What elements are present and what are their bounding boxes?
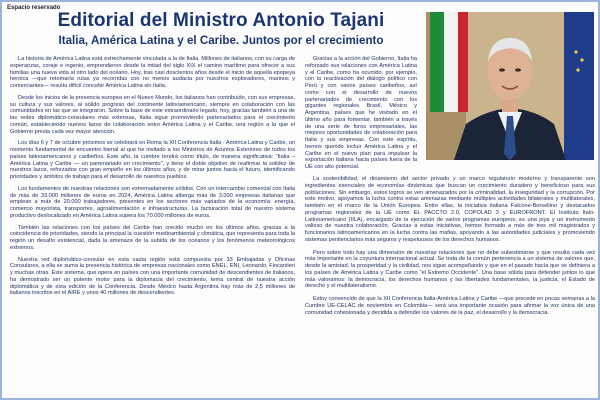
header bbox=[22, 10, 420, 48]
paragraph: También las relaciones con los países del Caribe han crecido mucho en los últimos años, gracias a la coincidencia de prioridades, siendo la principal la cuestión medioambiental y climática, que representa para toda la región un desafío existencial, dada la amenaza de la subida de los océanos y los fenómenos meteorológicos extremos. bbox=[10, 224, 295, 251]
page-title: Editorial del Ministro Antonio Tajani bbox=[57, 10, 385, 31]
left-column bbox=[10, 56, 295, 302]
bottom-column bbox=[305, 176, 595, 322]
ad-label: Espacio reservado bbox=[7, 5, 61, 11]
paragraph: Desde los inicios de la presencia europea en el Nuevo Mundo, los italianos han contribuido, con sus empresas, su cultura y sus valores, al sólido progreso del continente latinoamericano, siempre en colaboración con las comunidades en las que se integraron. Sobre la base de este extraordinario legado, hoy, gracias también a una de las redes diplomático-consulares más extensas, Italia sigue promoviendo partenariados para el crecimiento común, estableciendo nuevos lazos de colaboración entre América Latina y el Caribe, una región a la que el Gobierno presta cada vez mayor atención. bbox=[10, 94, 295, 135]
paragraph: Nuestra red diplomático-consular en esta vasta región está compuesta por 33 Embajadas y Oficinas Consulares, a ella se suma la presencia histórica de empresas nacionales como ENEL, ENI, Leonardo, Fincantieri y muchas otras. Este sistema, que opera en países con una importante comunidad de descendientes de italianos, ha demostrado ser un potente motor para la diplomacia del crecimiento, tema central de nuestra acción diplomática y de esta edición de la Conferencia. Desde México hasta Argentina hay más de 2,5 millones de italianos inscritos en el AIRE y unos 40 millones de descendientes. bbox=[10, 256, 295, 297]
portrait-image bbox=[426, 12, 594, 160]
page-subtitle: Italia, América Latina y el Caribe. Juntos por el crecimiento bbox=[58, 34, 384, 47]
paragraph: La historia de América Latina está estrechamente vinculada a la de Italia. Millones de italianos, con su carga de esperanzas, coraje e ingenio, emprendieron desde la mitad del siglo XIX el camino marítimo para ofrecer a sus familias una nueva vida al otro lado del océano. Hoy, tras casi doscientos años desde el inicio de aquella epopeya heroica —que retomaría rutas ya recorridas con no menos audacia por nuestros exploradores, marinos y comerciantes— resulta difícil concebir América Latina sin Italia. bbox=[10, 56, 295, 89]
paragraph: La sostenibilidad, el dinamismo del sector privado y un marco regulatorio moderno y transparente son ingredientes esenciales de economías dinámicas que buscan un crecimiento duradero y beneficioso para sus poblaciones. Sin embargo, estos logros se ven amenazados por la criminalidad, la inseguridad y la corrupción. Por este motivo, apoyamos la lucha contra estas amenazas mediante múltiples actividades bilaterales y multilaterales, también en el marco de la Unión Europea. Entre ellas, la iniciativa italiana Falcone-Borsellino y destacados programas regionales de la UE como EL PACCTO 2.0, COPOLAD 3 y EUROFRONT. El Instituto Italo-Latinoamericano (IILA), encargado de la ejecución de varios programas europeos, es una joya y un instrumento valioso de nuestra colaboración. Gracias a estas iniciativas, hemos formado a más de tres mil magistrados y funcionarios latinoamericanos en la lucha contra las mafias, apoyando a las autoridades judiciales y promoviendo sistemas penitenciarios más seguros y respetuosos de los derechos humanos. bbox=[305, 176, 595, 243]
paragraph: Pero sobre todo hay una dimensión de nuestras relaciones que no debe subestimarse y que resulta cada vez más importante en la coyuntura internacional actual. Se trata de la común pertenencia a un sistema de valores que, desde la amistad, la prosperidad y la civilidad, nos sigue acompañando y que en el pasado hacía que se definiera a los países de América Latina y Caribe como "el Extremo Occidente". Una base sólida para defender juntos lo que más valoramos: la democracia, los derechos humanos y las libertades fundamentales, la justicia, el Estado de derecho y el multilateralismo. bbox=[305, 249, 595, 290]
paragraph: Gracias a la acción del Gobierno, Italia ha reforzado sus relaciones con América Latina y el Caribe, como ha ocurrido, por ejemplo, con la reactivación del diálogo político con Perú y con varios países caribeños, así como con el desarrollo de nuevos partenariados de crecimiento con los gigantes regionales Brasil, México y Argentina, países que he visitado en el último año para fomentar, también a través de una serie de foros empresariales, las mejores oportunidades de colaboración para Italia y sus empresas. Con este espíritu, hemos querido incluir América Latina y el Caribe en el nuevo plan para impulsar la exportación italiana hacia países fuera de la UE con alto potencial. bbox=[305, 56, 417, 170]
paragraph: Los fundamentos de nuestras relaciones son extremadamente sólidos. Con un intercambio comercial con Italia de más de 33.000 millones de euros en 2024, América Latina alberga más de 3.000 empresas italianas que emplean a más de 20.000 trabajadores, presentes en los sectores más variados de la economía: energía, comercio mayorista, transportes, agroalimentación e infraestructuras. La facturación total de nuestro sistema productivo deslocalizado en América Latina supera los 70.000 millones de euros. bbox=[10, 185, 295, 219]
middle-column bbox=[305, 56, 417, 176]
paragraph: Los días 6 y 7 de octubre próximos se celebrará en Roma la XII Conferencia Italia - América Latina y Caribe, un momento fundamental de encuentro bienal al que he invitado a los Ministros de Asuntos Exteriores de todos los países latinoamericanos y caribeños. Este año, la cumbre tendrá como título, de manera significativa: "Italia – América Latina y Caribe — un partenariado en crecimiento", y tiene el doble objetivo de reafirmar la solidez de nuestros lazos, reforzados con gran empeño en los últimos años, y de mirar juntos hacia el futuro, identificando prioridades y ámbitos de trabajo para el desarrollo de nuestros pueblos. bbox=[10, 140, 295, 180]
minister-photo bbox=[426, 12, 594, 160]
paragraph: Estoy convencido de que la XII Conferencia Italia-América Latina y Caribe —que precede en pocas semanas a la Cumbre UE-CELAC de noviembre en Colombia— será una importante ocasión para afirmar la voz única de una comunidad cohesionada y decidida a defender los valores de la paz, el desarrollo y la democracia. bbox=[305, 296, 595, 316]
